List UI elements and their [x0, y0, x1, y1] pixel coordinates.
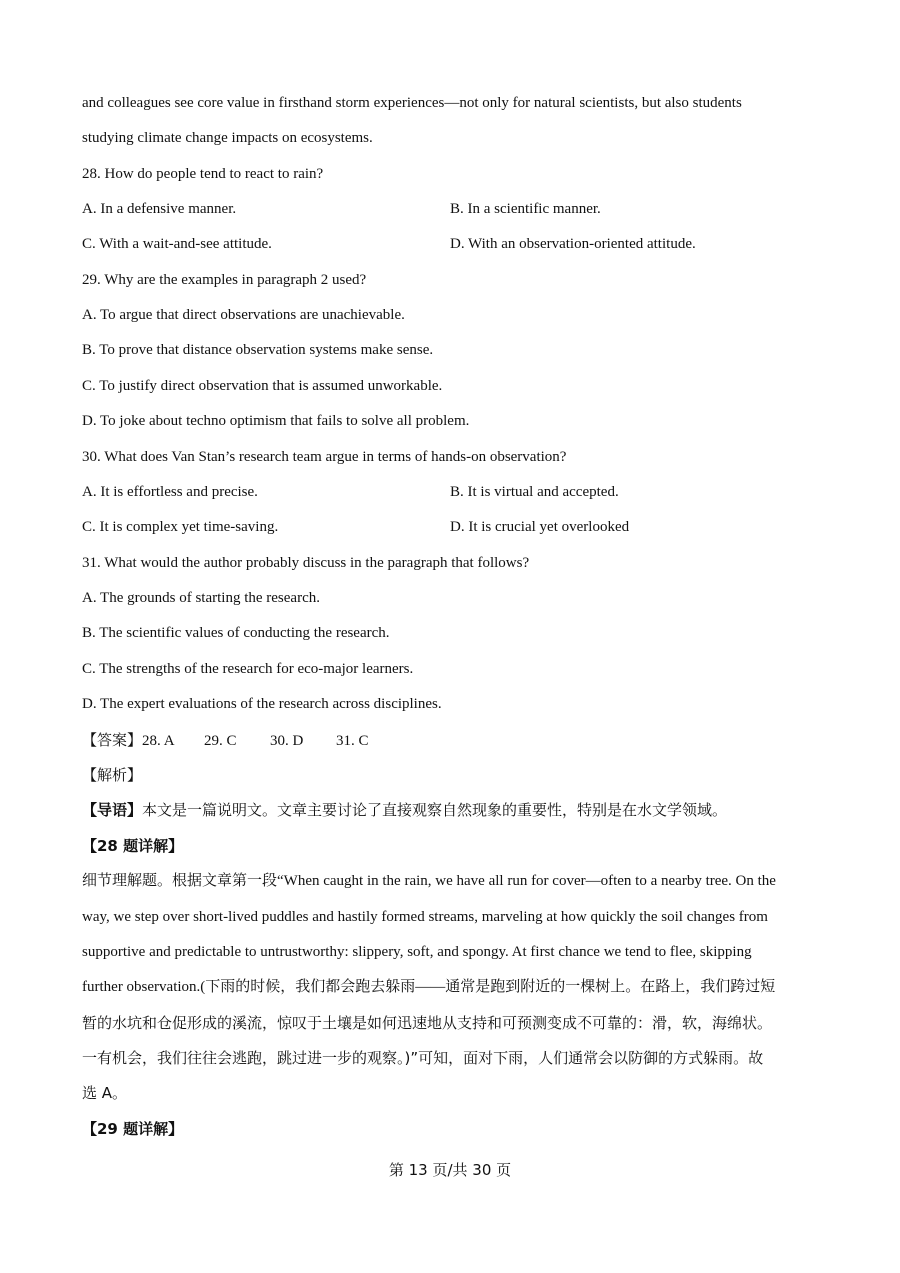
detail-28-line: supportive and predictable to untrustworthy: slippery, soft, and spongy. At first chance we tend to flee, skipping — [82, 944, 752, 960]
detail-28-line: way, we step over short-lived puddles and hastily formed streams, marveling at how quickly the soil changes from — [82, 909, 768, 925]
answer-label: 【答案】 — [82, 731, 143, 749]
option-28-d: D. With an observation-oriented attitude. — [450, 236, 696, 252]
question-stem-30: 30. What does Van Stan’s research team argue in terms of hands-on observation? — [82, 449, 567, 465]
analysis-label: 【解析】 — [82, 766, 143, 784]
detail-28-line: further observation.(下雨的时候，我们都会跑去躲雨——通常是跑到附近的一棵树上。在路上，我们跨过短 — [82, 979, 776, 995]
answer-key — [82, 730, 369, 751]
passage-line: and colleagues see core value in firsthand storm experiences—not only for natural scientists, but also students — [82, 95, 742, 111]
detail-28-line: 一有机会，我们往往会逃跑，跳过进一步的观察。)”可知，面对下雨，人们通常会以防御的方式躲雨。故 — [82, 1049, 764, 1067]
detail-28-label: 【28 题详解】 — [82, 837, 184, 855]
option-28-a: A. In a defensive manner. — [82, 201, 237, 217]
question-stem-31: 31. What would the author probably discuss in the paragraph that follows? — [82, 555, 530, 571]
option-30-b: B. It is virtual and accepted. — [450, 484, 619, 500]
answer-item-30: 30. D — [270, 733, 304, 749]
option-31-b: B. The scientific values of conducting the research. — [82, 625, 390, 641]
option-28-b: B. In a scientific manner. — [450, 201, 601, 217]
option-30-c: C. It is complex yet time-saving. — [82, 519, 279, 535]
answer-item-31: 31. C — [336, 733, 369, 749]
page-number: 第 13 页/共 30 页 — [388, 1161, 512, 1179]
option-31-a: A. The grounds of starting the research. — [82, 590, 320, 606]
detail-29-label: 【29 题详解】 — [82, 1120, 184, 1138]
option-30-d: D. It is crucial yet overlooked — [450, 519, 630, 535]
guide-text: 本文是一篇说明文。文章主要讨论了直接观察自然现象的重要性，特别是在水文学领域。 — [142, 801, 728, 819]
option-29-c: C. To justify direct observation that is assumed unworkable. — [82, 378, 443, 394]
detail-28-line: 选 A。 — [82, 1084, 128, 1102]
question-stem-28: 28. How do people tend to react to rain? — [82, 166, 324, 182]
option-29-b: B. To prove that distance observation systems make sense. — [82, 342, 434, 358]
passage-line: studying climate change impacts on ecosystems. — [82, 130, 373, 146]
option-31-c: C. The strengths of the research for eco-major learners. — [82, 661, 414, 677]
detail-28-line: 暂的水坑和仓促形成的溪流，惊叹于土壤是如何迅速地从支持和可预测变成不可靠的：滑，软，海绵状。 — [82, 1014, 773, 1032]
detail-28-line: 细节理解题。根据文章第一段“When caught in the rain, we have all run for cover—often to a nearby tree. On the — [82, 873, 776, 889]
guide-label: 【导语】 — [82, 801, 143, 819]
option-30-a: A. It is effortless and precise. — [82, 484, 258, 500]
question-stem-29: 29. Why are the examples in paragraph 2 used? — [82, 272, 367, 288]
option-29-a: A. To argue that direct observations are unachievable. — [82, 307, 405, 323]
answer-item-28: 28. A — [142, 733, 175, 749]
option-29-d: D. To joke about techno optimism that fails to solve all problem. — [82, 413, 470, 429]
answer-item-29: 29. C — [204, 733, 237, 749]
option-28-c: C. With a wait-and-see attitude. — [82, 236, 272, 252]
option-31-d: D. The expert evaluations of the research across disciplines. — [82, 696, 442, 712]
guide-paragraph — [82, 800, 727, 820]
